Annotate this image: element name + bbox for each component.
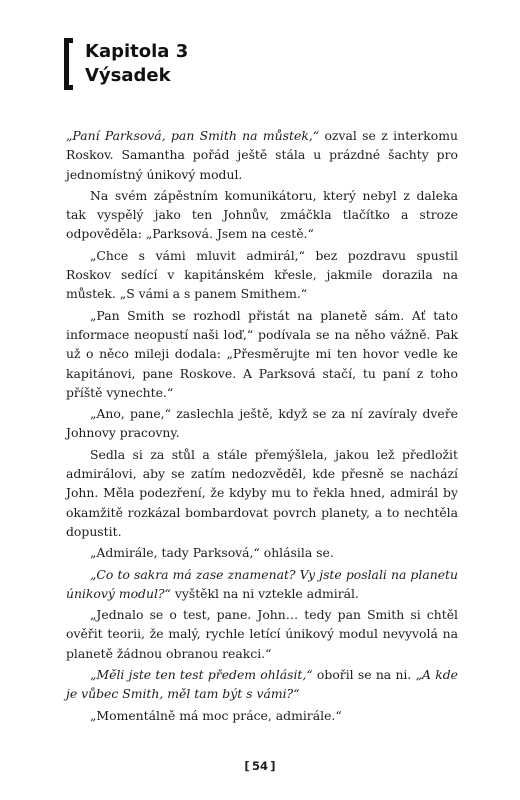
text-run: vyštěkl na ni vztekle admirál. (170, 585, 359, 601)
text-run: „Ano, pane,“ zaslechla ještě, když se za ní zavíraly dveře Johnovy pracovny. (66, 406, 458, 441)
italic-text: „Paní Parksová, pan Smith na můstek,“ (66, 128, 320, 143)
paragraph (66, 565, 458, 604)
text-run: „Chce s vámi mluvit admirál,“ bez pozdravu spustil Roskov sedící v kapitánském křesle, jakmile dorazila na můstek. „S vámi a s panem Smithem.“ (66, 247, 458, 302)
chapter-titles (85, 38, 188, 90)
heading-bracket (64, 38, 73, 90)
paragraph (66, 186, 458, 244)
paragraph (66, 306, 458, 402)
text-run: ozval se z interkomu Roskov. Samantha pořád ještě stála u prázdné šachty pro jednomístný únikový modul. (66, 128, 458, 182)
paragraph (66, 126, 458, 184)
paragraph (66, 706, 458, 725)
text-run: obořil se na ni. (312, 667, 416, 683)
text-run: „Admirále, tady Parksová,“ ohlásila se. (90, 545, 334, 561)
paragraph (66, 246, 458, 304)
page-number-value: 54 (251, 759, 268, 773)
paragraph (66, 543, 458, 562)
italic-text: „Měli jste ten test předem ohlásit,“ (90, 667, 313, 683)
chapter-number: Kapitola 3 (85, 41, 189, 62)
paragraph (66, 665, 458, 704)
italic-text: „A kde je vůbec Smith, měl tam být s vámi?“ (66, 667, 458, 702)
paragraph (66, 445, 458, 541)
chapter-heading (64, 38, 188, 90)
italic-text: „Co to sakra má zase znamenat? Vy jste poslali na planetu únikový modul?“ (66, 566, 458, 601)
text-run: Na svém zápěstním komunikátoru, který nebyl z daleka tak vyspělý jako ten Johnův, zmáčkla tlačítko a stroze odpověděla: „Parksová. Jsem na cestě.“ (66, 187, 458, 242)
paragraph (66, 404, 458, 443)
chapter-title: Výsadek (85, 65, 171, 86)
paragraph (66, 605, 458, 663)
body-text (66, 126, 458, 727)
text-run: „Pan Smith se rozhodl přistát na planetě sám. Ať tato informace neopustí naši loď,“ podívala se na něho vážně. Pak už o něco mileji dodala: „Přesměrujte mi ten hovor vedle ke kapitánovi, pane Roskove. A Parksová stačí, tu paní z toho příště vynechte.“ (66, 307, 458, 400)
page-number: [ 54 ] (244, 759, 276, 773)
text-run: Sedla si za stůl a stále přemýšlela, jakou lež předložit admirálovi, aby se zatím nedozvěděl, kde přesně se nachází John. Měla podezření, že kdyby mu to řekla hned, admirál by okamžitě rozkázal bombardovat povrch planety, a to nechtěla dopustit. (66, 446, 458, 539)
text-run: „Momentálně má moc práce, admirále.“ (90, 707, 342, 723)
text-run: „Jednalo se o test, pane. John… tedy pan Smith si chtěl ověřit teorii, že malý, rychle letící únikový modul nevyvolá na planetě žádnou obranou reakci.“ (66, 607, 458, 661)
